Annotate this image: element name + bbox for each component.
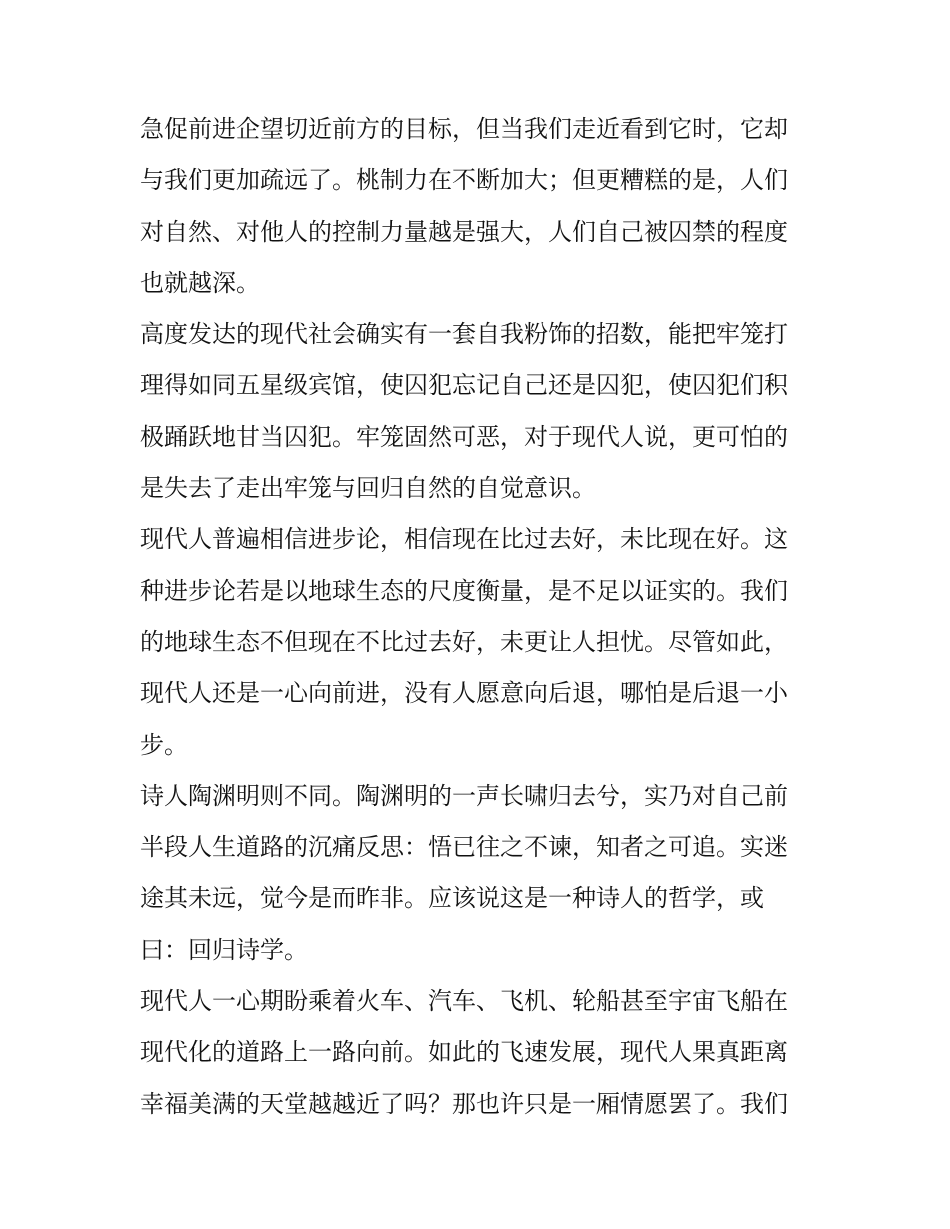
- text-line-9: 现代人普遍相信进步论，相信现在比过去好，未比现在好。这: [140, 525, 788, 554]
- text-line-1: 急促前进企望切近前方的目标，但当我们走近看到它时，它却: [140, 115, 788, 143]
- text-line-16: 途其未远，觉今是而昨非。应该说这是一种诗人的哲学，或: [140, 884, 764, 913]
- text-line-6: 理得如同五星级宾馆，使囚犯忘记自己还是囚犯，使囚犯们积: [140, 371, 788, 400]
- document-body: [140, 104, 812, 1130]
- text-line-10: 种进步论若是以地球生态的尺度衡量，是不足以证实的。我们: [140, 576, 788, 605]
- text-line-15: 半段人生道路的沉痛反思：悟已往之不谏，知者之可追。实迷: [140, 833, 788, 862]
- text-line-3: 对自然、对他人的控制力量越是强大，人们自己被囚禁的程度: [140, 217, 788, 246]
- text-line-4: 也就越深。: [140, 268, 260, 297]
- text-line-13: 步。: [140, 730, 188, 759]
- text-line-2: 与我们更加疏远了。桃制力在不断加大；但更糟糕的是，人们: [140, 166, 788, 195]
- text-line-20: 幸福美满的天堂越越近了吗？那也许只是一厢情愿罢了。我们: [140, 1089, 788, 1118]
- text-line-14: 诗人陶渊明则不同。陶渊明的一声长啸归去兮，实乃对自己前: [140, 781, 788, 810]
- text-line-7: 极踊跃地甘当囚犯。牢笼固然可恶，对于现代人说，更可怕的: [140, 422, 788, 451]
- text-line-5: 高度发达的现代社会确实有一套自我粉饰的招数，能把牢笼打: [140, 320, 788, 349]
- text-line-12: 现代人还是一心向前进，没有人愿意向后退，哪怕是后退一小: [140, 679, 788, 708]
- text-line-11: 的地球生态不但现在不比过去好，未更让人担忧。尽管如此，: [140, 627, 788, 656]
- text-line-8: 是失去了走出牢笼与回归自然的自觉意识。: [140, 474, 596, 503]
- text-line-17: 曰：回归诗学。: [140, 935, 308, 964]
- text-line-18: 现代人一心期盼乘着火车、汽车、飞机、轮船甚至宇宙飞船在: [140, 987, 788, 1016]
- text-line-19: 现代化的道路上一路向前。如此的飞速发展，现代人果真距离: [140, 1038, 788, 1067]
